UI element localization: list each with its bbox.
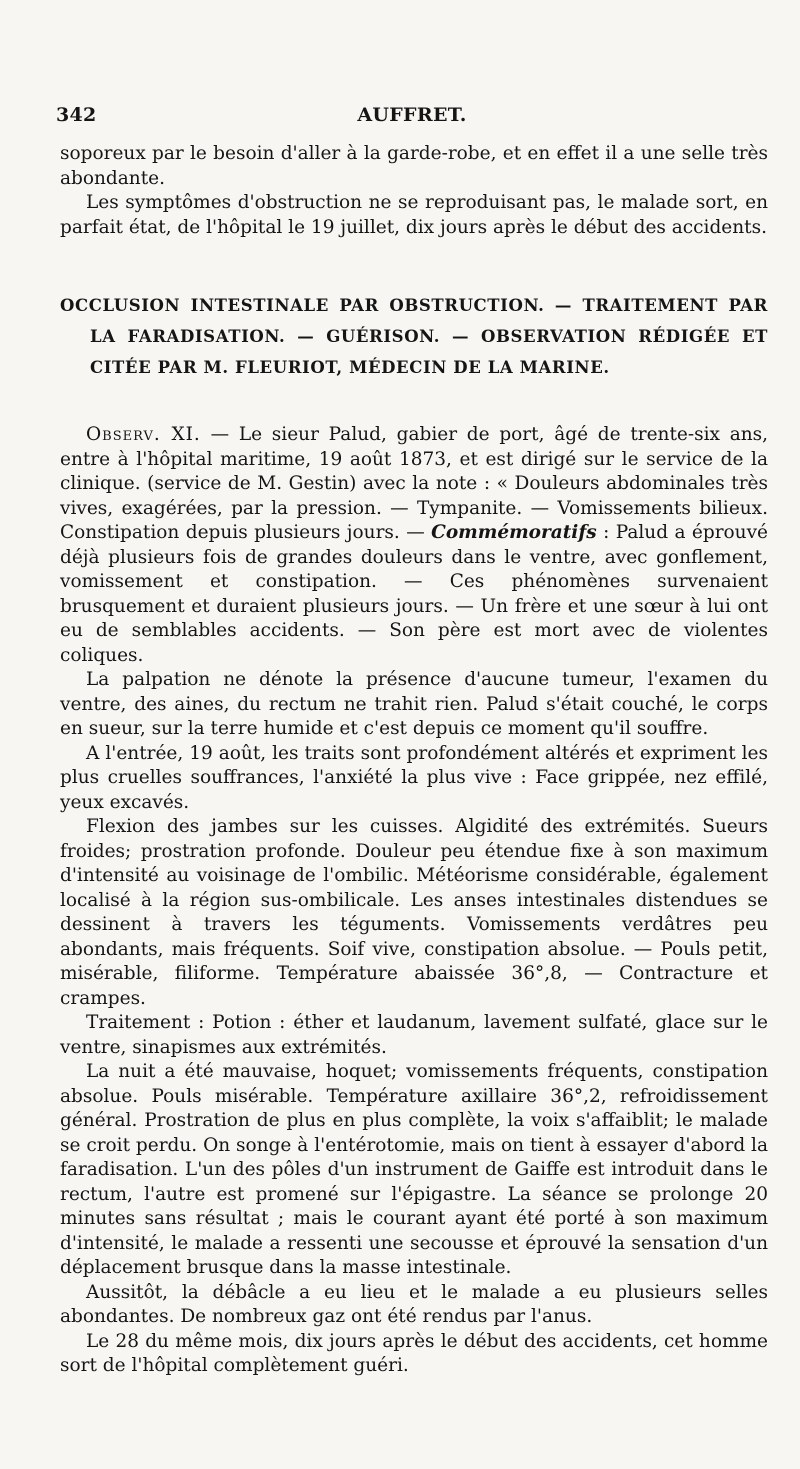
commemoratifs-term: Commémoratifs <box>431 522 597 543</box>
intro-paragraph-1: soporeux par le besoin d'aller à la garde-robe, et en effet il a une selle très abondante. <box>60 143 768 189</box>
observation-paragraph-7: Aussitôt, la débâcle a eu lieu et le malade a eu plusieurs selles abondantes. De nombreux gaz ont été rendus par l'anus. <box>60 1281 768 1327</box>
observation-paragraph-5: Traitement : Potion : éther et laudanum, lavement sulfaté, glace sur le ventre, sinapismes aux extrémités. <box>60 1012 768 1058</box>
section-title: OCCLUSION INTESTINALE PAR OBSTRUCTION. — TRAITEMENT PAR LA FARADISATION. — GUÉRISON. — OBSERVATION RÉDIGÉE ET CITÉE PAR M. FLEURIOT, MÉDECIN DE LA MARINE. <box>60 296 768 377</box>
observation-block <box>60 423 768 1379</box>
observation-paragraph-4: Flexion des jambes sur les cuisses. Algidité des extrémités. Sueurs froides; prostration profonde. Douleur peu étendue fixe à son maximum d'intensité au voisinage de l'ombilic. Météorisme considérable, également localisé à la région sus-ombilicale. Les anses intestinales distendues se dessinent à travers les téguments. Vomissements verdâtres peu abondants, mais fréquents. Soif vive, constipation absolue. — Pouls petit, misérable, filiforme. Température abaissée 36°,8, — Contracture et crampes. <box>60 816 768 1009</box>
running-title: AUFFRET. <box>357 104 467 126</box>
intro-block <box>60 142 768 240</box>
observation-paragraph-6: La nuit a été mauvaise, hoquet; vomissements fréquents, constipation absolue. Pouls misérable. Température axillaire 36°,2, refroidissement général. Prostration de plus en plus complète, la voix s'affaiblit; le malade se croit perdu. On songe à l'entérotomie, mais on tient à essayer d'abord la faradisation. L'un des pôles d'un instrument de Gaiffe est introduit dans le rectum, l'autre est promené sur l'épigastre. La séance se prolonge 20 minutes sans résultat ; mais le courant ayant été porté à son maximum d'intensité, le malade a ressenti une secousse et éprouvé la sensation d'un déplacement brusque dans la masse intestinale. <box>60 1061 768 1278</box>
observation-text-b: : Palud a éprouvé déjà plusieurs fois de grandes douleurs dans le ventre, avec gonflement, vomissement et constipation. — Ces phénomènes survenaient brusquement et duraient plusieurs jours. — Un frère et une sœur à lui ont eu de semblables accidents. — Son père est mort avec de violentes coliques. <box>60 522 768 666</box>
observation-paragraph-8: Le 28 du même mois, dix jours après le début des accidents, cet homme sort de l'hôpital complètement guéri. <box>60 1330 768 1376</box>
page-number: 342 <box>56 104 97 126</box>
observation-label: Observ. XI. <box>86 424 201 445</box>
observation-paragraph-1 <box>60 423 768 668</box>
observation-paragraph-3: A l'entrée, 19 août, les traits sont profondément altérés et expriment les plus cruelles souffrances, l'anxiété la plus vive : Face grippée, nez effilé, yeux excavés. <box>60 742 768 813</box>
observation-text-a: — Le sieur Palud, gabier de port, âgé de trente-six ans, entre à l'hôpital maritime, 19 août 1873, et est dirigé sur le service de la clinique. (service de M. Gestin) avec la note : « Douleurs abdominales très vives, exagérées, par la pression. — Tympanite. — Vomissements bilieux. Constipation depuis plusieurs jours. — <box>60 424 769 543</box>
observation-paragraph-2: La palpation ne dénote la présence d'aucune tumeur, l'examen du ventre, des aines, du rectum ne trahit rien. Palud s'était couché, le corps en sueur, sur la terre humide et c'est depuis ce moment qu'il souffre. <box>60 669 768 739</box>
intro-paragraph-2: Les symptômes d'obstruction ne se reproduisant pas, le malade sort, en parfait état, de l'hôpital le 19 juillet, dix jours après le début des accidents. <box>60 192 768 238</box>
